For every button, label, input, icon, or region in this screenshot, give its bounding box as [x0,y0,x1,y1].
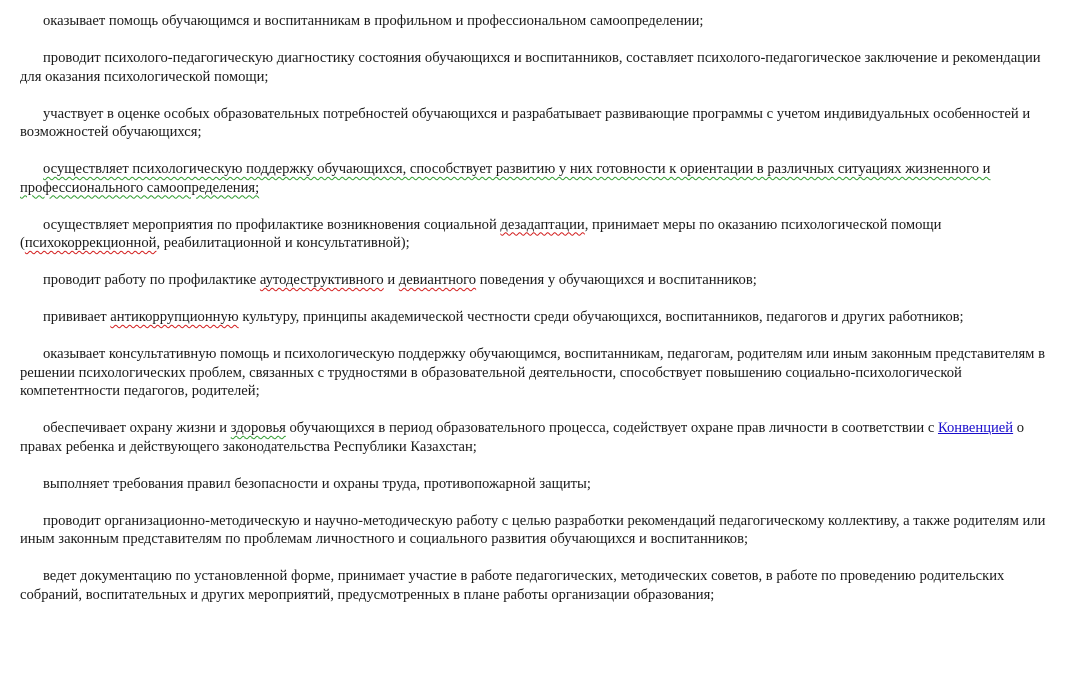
paragraph-text: оказывает консультативную помощь и психологическую поддержку обучающимся, воспитанникам, педагогам, родителям или иным законным представителям в решении психологических проблем, связанных с трудностями в образовательной деятельности, способствует повышению социально-психологической компетентности педагогов, родителей; [20,346,1045,399]
list-paragraph [20,512,1060,549]
paragraph-text: прививает [43,309,111,325]
document-body [20,12,1060,604]
paragraph-text: , реабилитационной и консультативной); [156,235,410,251]
list-paragraph [20,160,1060,197]
list-paragraph [20,105,1060,142]
list-paragraph [20,567,1060,604]
list-paragraph [20,271,1060,290]
spellcheck-flagged-word: антикоррупционную [110,309,239,325]
paragraph-text: и [383,272,399,288]
paragraph-text: выполняет требования правил безопасности и охраны труда, противопожарной защиты; [43,475,591,492]
grammar-flagged-text: осуществляет психологическую поддержку обучающихся, способствует развитию у них готовности к ориентации в различных ситуациях жизненного и профессионального самоопределения; [20,161,991,196]
paragraph-text: поведения у обучающихся и воспитанников; [476,272,757,288]
spellcheck-flagged-word: девиантного [398,272,477,288]
paragraph-text: участвует в оценке особых образовательных потребностей обучающихся и разрабатывает развивающие программы с учетом индивидуальных особенностей и возможностей обучающихся; [20,105,1031,140]
list-paragraph [20,475,1060,494]
grammar-flagged-text: здоровья [230,420,286,436]
list-paragraph [20,308,1060,327]
list-paragraph [20,216,1060,253]
spellcheck-flagged-word: аутодеструктивного [259,272,384,288]
list-paragraph [20,12,1060,31]
paragraph-text: проводит психолого-педагогическую диагностику состояния обучающихся и воспитанников, составляет психолого-педагогическое заключение и рекомендации для оказания психологической помощи; [20,50,1041,85]
spellcheck-flagged-word: дезадаптации [500,216,585,233]
paragraph-text: проводит организационно-методическую и научно-методическую работу с целью разработки рекомендаций педагогическому коллективу, а также родителям или иным законным представителям по проблемам личностного и социального развития обучающихся и воспитанников; [20,512,1046,547]
paragraph-text: обучающихся в период образовательного процесса, содействует охране прав личности в соответствии с [285,420,938,436]
convention-link[interactable]: Конвенцией [937,420,1014,436]
paragraph-text: проводит работу по профилактике [43,272,260,288]
paragraph-text: о правах ребенка и действующего законодательства Республики Казахстан; [20,420,1025,455]
paragraph-text: культуру, принципы академической честности среди обучающихся, воспитанников, педагогов и других работников; [238,309,964,325]
list-paragraph [20,419,1060,456]
spellcheck-flagged-word: психокоррекционной [24,235,157,251]
paragraph-text: , принимает меры по оказанию психологической помощи ( [20,216,942,251]
paragraph-text: осуществляет мероприятия по профилактике возникновения социальной [43,216,501,233]
paragraph-text: оказывает помощь обучающимся и воспитанникам в профильном и профессиональном самоопределении; [43,13,704,29]
paragraph-text: ведет документацию по установленной форме, принимает участие в работе педагогических, методических советов, в работе по проведению родительских собраний, воспитательных и других мероприятий, предусмотренных в плане работы организации образования; [20,568,1005,603]
paragraph-text: обеспечивает охрану жизни и [43,420,231,436]
list-paragraph [20,49,1060,86]
list-paragraph [20,345,1060,401]
